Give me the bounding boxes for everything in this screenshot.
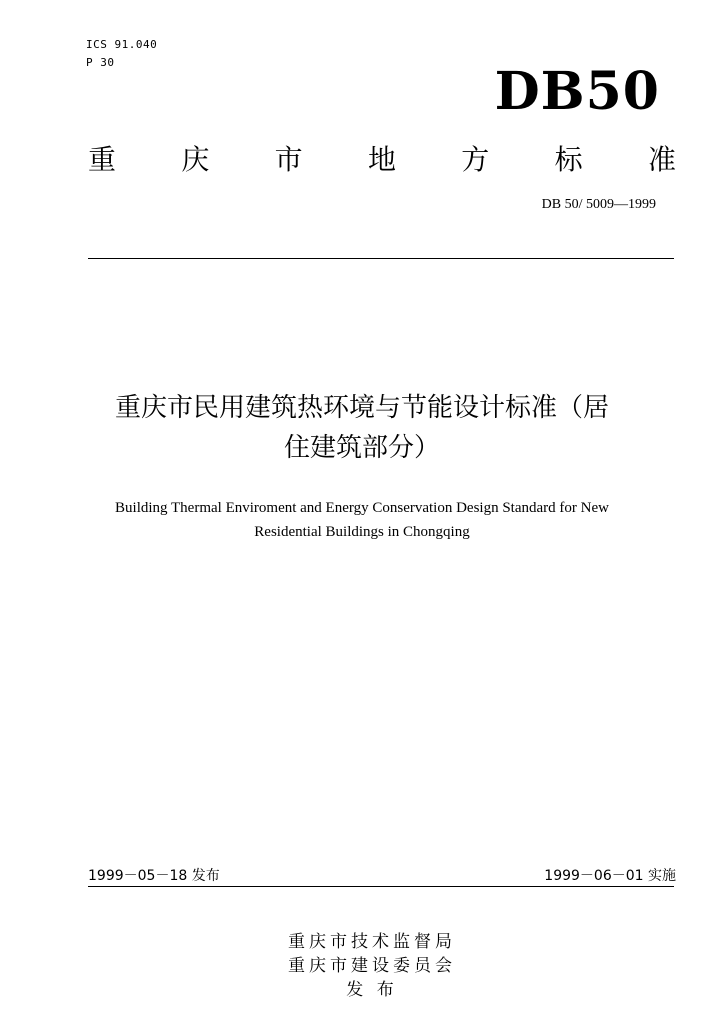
implementation-date: 1999－06－01 实施 — [544, 868, 676, 884]
chinese-title — [62, 388, 662, 468]
standard-number: DB 50/ 5009—1999 — [541, 197, 656, 212]
standard-type-char: 市 — [274, 143, 303, 176]
standard-type-char: 标 — [554, 143, 583, 176]
english-title-line-2: Residential Buildings in Chongqing — [254, 524, 470, 540]
standard-type-char: 重 — [87, 143, 116, 176]
classification-code: P 30 — [86, 56, 115, 69]
issuer-line-2: 重庆市建设委员会 — [288, 956, 456, 976]
english-title-line-1: Building Thermal Enviroment and Energy Conservation Design Standard for New — [115, 500, 609, 516]
date-row — [88, 866, 676, 888]
standard-type-char: 地 — [367, 143, 396, 176]
issuing-authorities — [262, 930, 482, 1002]
standard-type-char: 方 — [461, 143, 490, 176]
issuer-line-1: 重庆市技术监督局 — [288, 932, 456, 952]
footer-divider — [88, 886, 674, 887]
issuer-line-3: 发 布 — [346, 980, 398, 1000]
chinese-title-line-1: 重庆市民用建筑热环境与节能设计标准（居 — [114, 393, 609, 423]
header-divider — [88, 258, 674, 259]
chinese-title-line-2: 住建筑部分） — [283, 433, 440, 463]
english-title — [62, 496, 662, 544]
ics-code: ICS 91.040 — [86, 38, 158, 51]
standard-type-heading — [86, 140, 678, 180]
standard-type-char: 庆 — [181, 143, 210, 176]
standard-type-char: 准 — [647, 143, 676, 176]
db50-logo: DB50 — [494, 61, 660, 122]
issue-date: 1999－05－18 发布 — [88, 868, 220, 884]
